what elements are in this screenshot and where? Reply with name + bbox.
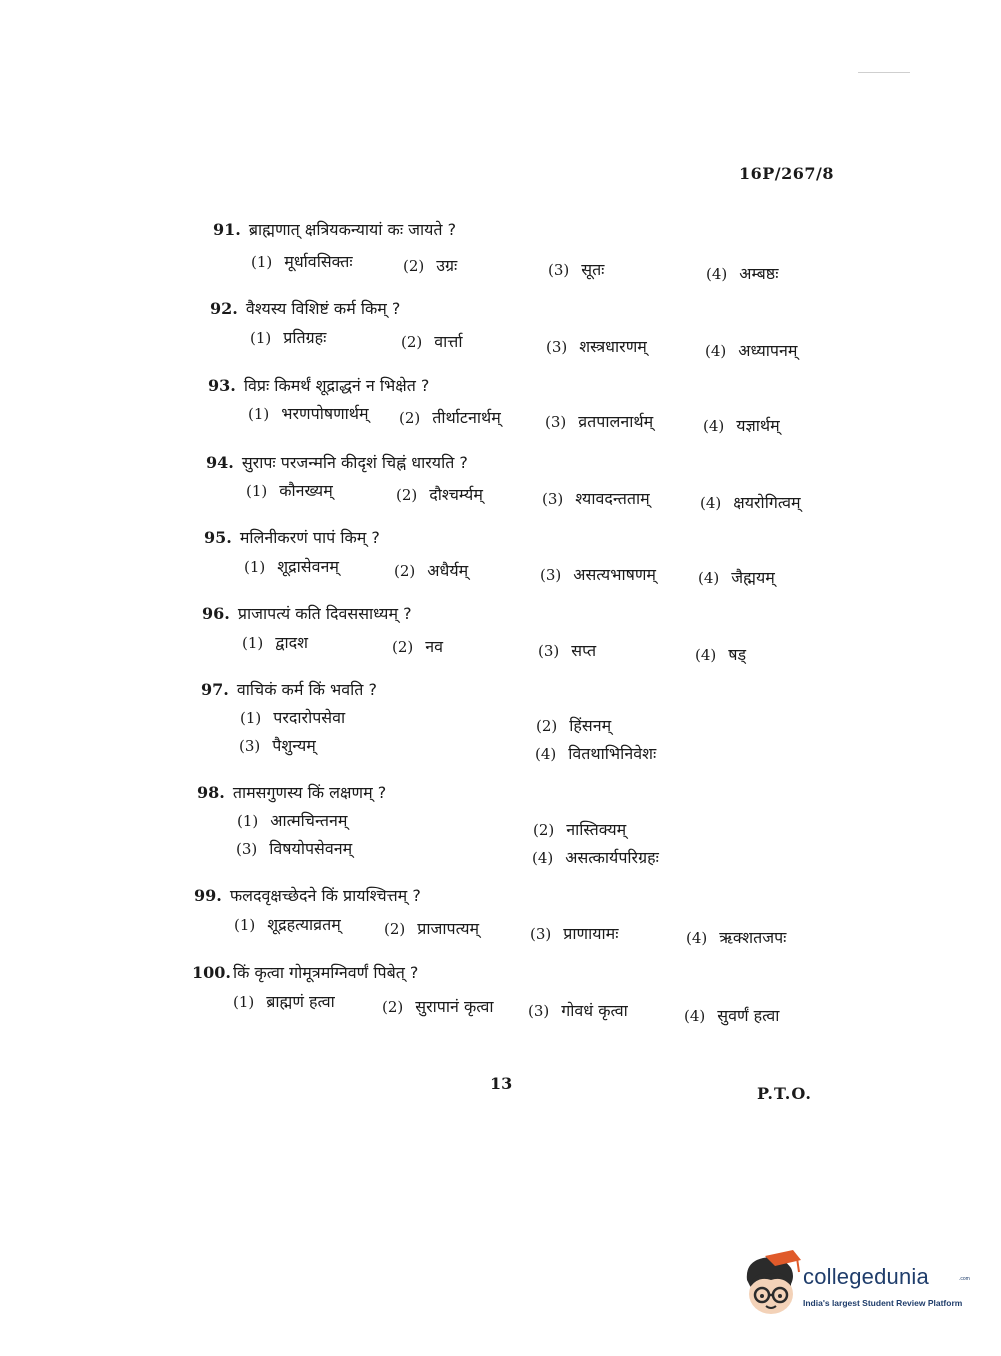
logo-wordmark: collegedunia: [803, 1264, 929, 1289]
question-text: किं कृत्वा गोमूत्रमग्निवर्णं पिबेत् ?: [232, 963, 419, 982]
option: (3) शस्त्रधारणम्: [546, 337, 647, 356]
option: (3) व्रतपालनार्थम्: [545, 412, 654, 431]
option: (2) सुरापानं कृत्वा: [382, 997, 494, 1016]
question-text: ब्राह्मणात् क्षत्रियकन्यायां कः जायते ?: [248, 220, 457, 239]
option: (4) अध्यापनम्: [705, 341, 798, 360]
option: (4) अम्बष्ठः: [706, 264, 779, 283]
option: (3) सूतः: [548, 260, 605, 279]
option: (2) दौश्चर्म्यम्: [396, 485, 483, 504]
question-text: विप्रः किमर्थं शूद्राद्धनं न भिक्षेत ?: [243, 376, 430, 395]
option: (1) भरणपोषणार्थम्: [248, 404, 369, 423]
question-number: 97.: [201, 680, 229, 699]
option: (3) प्राणायामः: [530, 924, 619, 943]
option: (4) क्षयरोगित्वम्: [700, 493, 801, 512]
question-text: वाचिकं कर्म किं भवति ?: [236, 680, 378, 699]
option: (1) परदारोपसेवा: [240, 708, 346, 727]
question-text: सुरापः परजन्मनि कीदृशं चिह्नं धारयति ?: [241, 453, 468, 472]
question-text: वैश्यस्य विशिष्टं कर्म किम् ?: [245, 299, 401, 318]
student-mascot-icon: [741, 1250, 801, 1320]
collegedunia-logo: [741, 1250, 971, 1320]
logo-tagline: India's largest Student Review Platform: [803, 1298, 963, 1308]
option: (1) शूद्रहत्याव्रतम्: [234, 915, 341, 934]
option: (2) तीर्थाटनार्थम्: [399, 408, 501, 427]
question-number: 93.: [208, 376, 236, 395]
option: (4) षड्: [695, 645, 747, 664]
option: (3) सप्त: [538, 641, 597, 660]
option: (2) वार्त्ता: [401, 332, 463, 351]
option: (4) वितथाभिनिवेशः: [535, 744, 657, 763]
paper-code: 16P/267/8: [739, 164, 835, 183]
question-95: [204, 526, 380, 548]
option: (1) मूर्धावसिक्तः: [251, 252, 353, 271]
question-92: [210, 297, 400, 319]
question-97: [201, 678, 377, 700]
option: (1) द्वादश: [242, 633, 308, 652]
question-91: [213, 218, 456, 240]
question-number: 92.: [210, 299, 238, 318]
option: (1) ब्राह्मणं हत्वा: [233, 992, 335, 1011]
question-text: तामसगुणस्य किं लक्षणम् ?: [232, 783, 387, 802]
option: (2) प्राजापत्यम्: [384, 919, 480, 938]
question-number: 100.: [192, 963, 231, 982]
option: (4) ऋक्शतजपः: [686, 928, 787, 947]
option: (4) सुवर्णं हत्वा: [684, 1006, 780, 1025]
question-93: [208, 374, 429, 396]
question-96: [202, 602, 412, 624]
option: (4) असत्कार्यपरिग्रहः: [532, 848, 659, 867]
question-text: प्राजापत्यं कति दिवससाध्यम् ?: [237, 604, 412, 623]
option: (2) अधैर्यम्: [394, 561, 469, 580]
option: (2) नास्तिक्यम्: [533, 820, 627, 839]
question-98: [197, 781, 386, 803]
question-number: 91.: [213, 220, 241, 239]
option: (1) शूद्रासेवनम्: [244, 557, 339, 576]
option: (3) श्यावदन्तताम्: [542, 489, 650, 508]
question-number: 98.: [197, 783, 225, 802]
question-number: 96.: [202, 604, 230, 623]
question-number: 99.: [194, 886, 222, 905]
option: (4) जैह्मयम्: [698, 568, 775, 587]
question-99: [194, 884, 421, 906]
option: (3) असत्यभाषणम्: [540, 565, 656, 584]
logo-dotcom: .com: [959, 1276, 970, 1282]
pto-label: P.T.O.: [757, 1084, 812, 1103]
page-number: 13: [490, 1074, 513, 1093]
option: (3) पैशुन्यम्: [239, 736, 316, 755]
option: (4) यज्ञार्थम्: [703, 416, 780, 435]
question-94: [206, 451, 468, 473]
option: (1) कौनख्यम्: [246, 481, 333, 500]
question-100: [192, 961, 418, 983]
question-text: फलदवृक्षच्छेदने किं प्रायश्चित्तम् ?: [229, 886, 421, 905]
option: (1) आत्मचिन्तनम्: [237, 811, 348, 830]
option: (2) नव: [392, 637, 444, 656]
scan-mark-line: [858, 72, 910, 73]
option: (2) हिंसनम्: [536, 716, 612, 735]
option: (1) प्रतिग्रहः: [250, 328, 327, 347]
question-number: 94.: [206, 453, 234, 472]
option: (3) गोवधं कृत्वा: [528, 1001, 628, 1020]
question-text: मलिनीकरणं पापं किम् ?: [239, 528, 380, 547]
option: (2) उग्रः: [403, 256, 458, 275]
question-number: 95.: [204, 528, 232, 547]
option: (3) विषयोपसेवनम्: [236, 839, 353, 858]
